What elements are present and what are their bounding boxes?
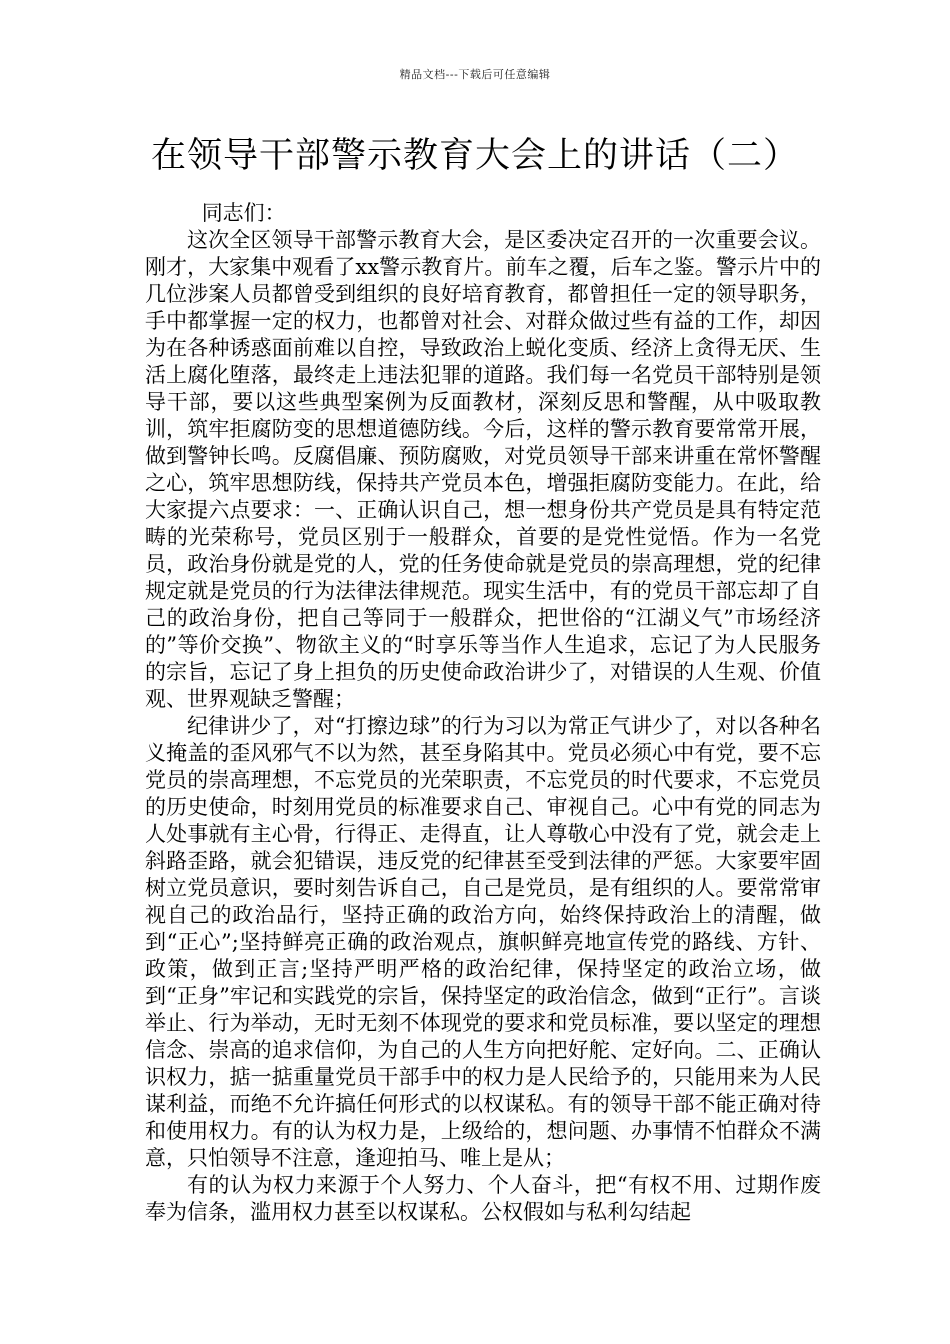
- paragraph-1: 这次全区领导干部警示教育大会，是区委决定召开的一次重要会议。刚才，大家集中观看了xx警示教育片。前车之覆，后车之鉴。警示片中的几位涉案人员都曾受到组织的良好培育教育，都曾担任一定的领导职务，手中都掌握一定的权力，也都曾对社会、对群众做过些有益的工作，却因为在各种诱惑面前难以自控，导致政治上蜕化变质、经济上贪得无厌、生活上腐化堕落，最终走上违法犯罪的道路。我们每一名党员干部特别是领导干部，要以这些典型案例为反面教材，深刻反思和警醒，从中吸取教训，筑牢拒腐防变的思想道德防线。今后，这样的警示教育要常常开展，做到警钟长鸣。反腐倡廉、预防腐败，对党员领导干部来讲重在常怀警醒之心，筑牢思想防线，保持共产党员本色，增强拒腐防变能力。在此，给大家提六点要求：一、正确认识自己，想一想身份共产党员是具有特定范畴的光荣称号，党员区别于一般群众，首要的是党性觉悟。作为一名党员，政治身份就是党的人，党的任务使命就是党员的崇高理想，党的纪律规定就是党员的行为法律法律规范。现实生活中，有的党员干部忘却了自己的政治身份，把自己等同于一般群众，把世俗的“江湖义气”市场经济的”等价交换”、物欲主义的“时享乐等当作人生追求，忘记了为人民服务的宗旨，忘记了身上担负的历史使命政治讲少了，对错误的人生观、价值观、世界观缺乏警醒；: [145, 228, 821, 711]
- salutation: 同志们：: [201, 201, 286, 225]
- paragraph-3: 有的认为权力来源于个人努力、个人奋斗，把“有权不用、过期作废奉为信条，滥用权力甚至以权谋私。公权假如与私利勾结起: [145, 1173, 821, 1224]
- paragraph-2: 纪律讲少了，对“打擦边球”的行为习以为常正气讲少了，对以各种名义掩盖的歪风邪气不以为然，甚至身陷其中。党员必须心中有党，要不忘党员的崇高理想，不忘党员的光荣职责，不忘党员的时代要求，不忘党员的历史使命，时刻用党员的标准要求自己、审视自己。心中有党的同志为人处事就有主心骨，行得正、走得直，让人尊敬心中没有了党，就会走上斜路歪路，就会犯错误，违反党的纪律甚至受到法律的严惩。大家要牢固树立党员意识，要时刻告诉自己，自己是党员，是有组织的人。要常常审视自己的政治品行，坚持正确的政治方向，始终保持政治上的清醒，做到“正心”;坚持鲜亮正确的政治观点，旗帜鲜亮地宣传党的路线、方针、政策，做到正言;坚持严明严格的政治纪律，保持坚定的政治立场，做到“正身”牢记和实践党的宗旨，保持坚定的政治信念，做到“正行”。言谈举止、行为举动，无时无刻不体现党的要求和党员标准，要以坚定的理想信念、崇高的追求信仰，为自己的人生方向把好舵、定好向。二、正确认识权力，掂一掂重量党员干部手中的权力是人民给予的，只能用来为人民谋利益，而绝不允许搞任何形式的以权谋私。有的领导干部不能正确对待和使用权力。有的认为权力是，上级给的，想问题、办事情不怕群众不满意，只怕领导不注意，逢迎拍马、唯上是从；: [145, 714, 821, 1170]
- document-title: 在领导干部警示教育大会上的讲话（二）: [150, 136, 799, 176]
- header-note: 精品文档---下载后可任意编辑: [399, 68, 551, 81]
- document-body: [145, 200, 821, 1226]
